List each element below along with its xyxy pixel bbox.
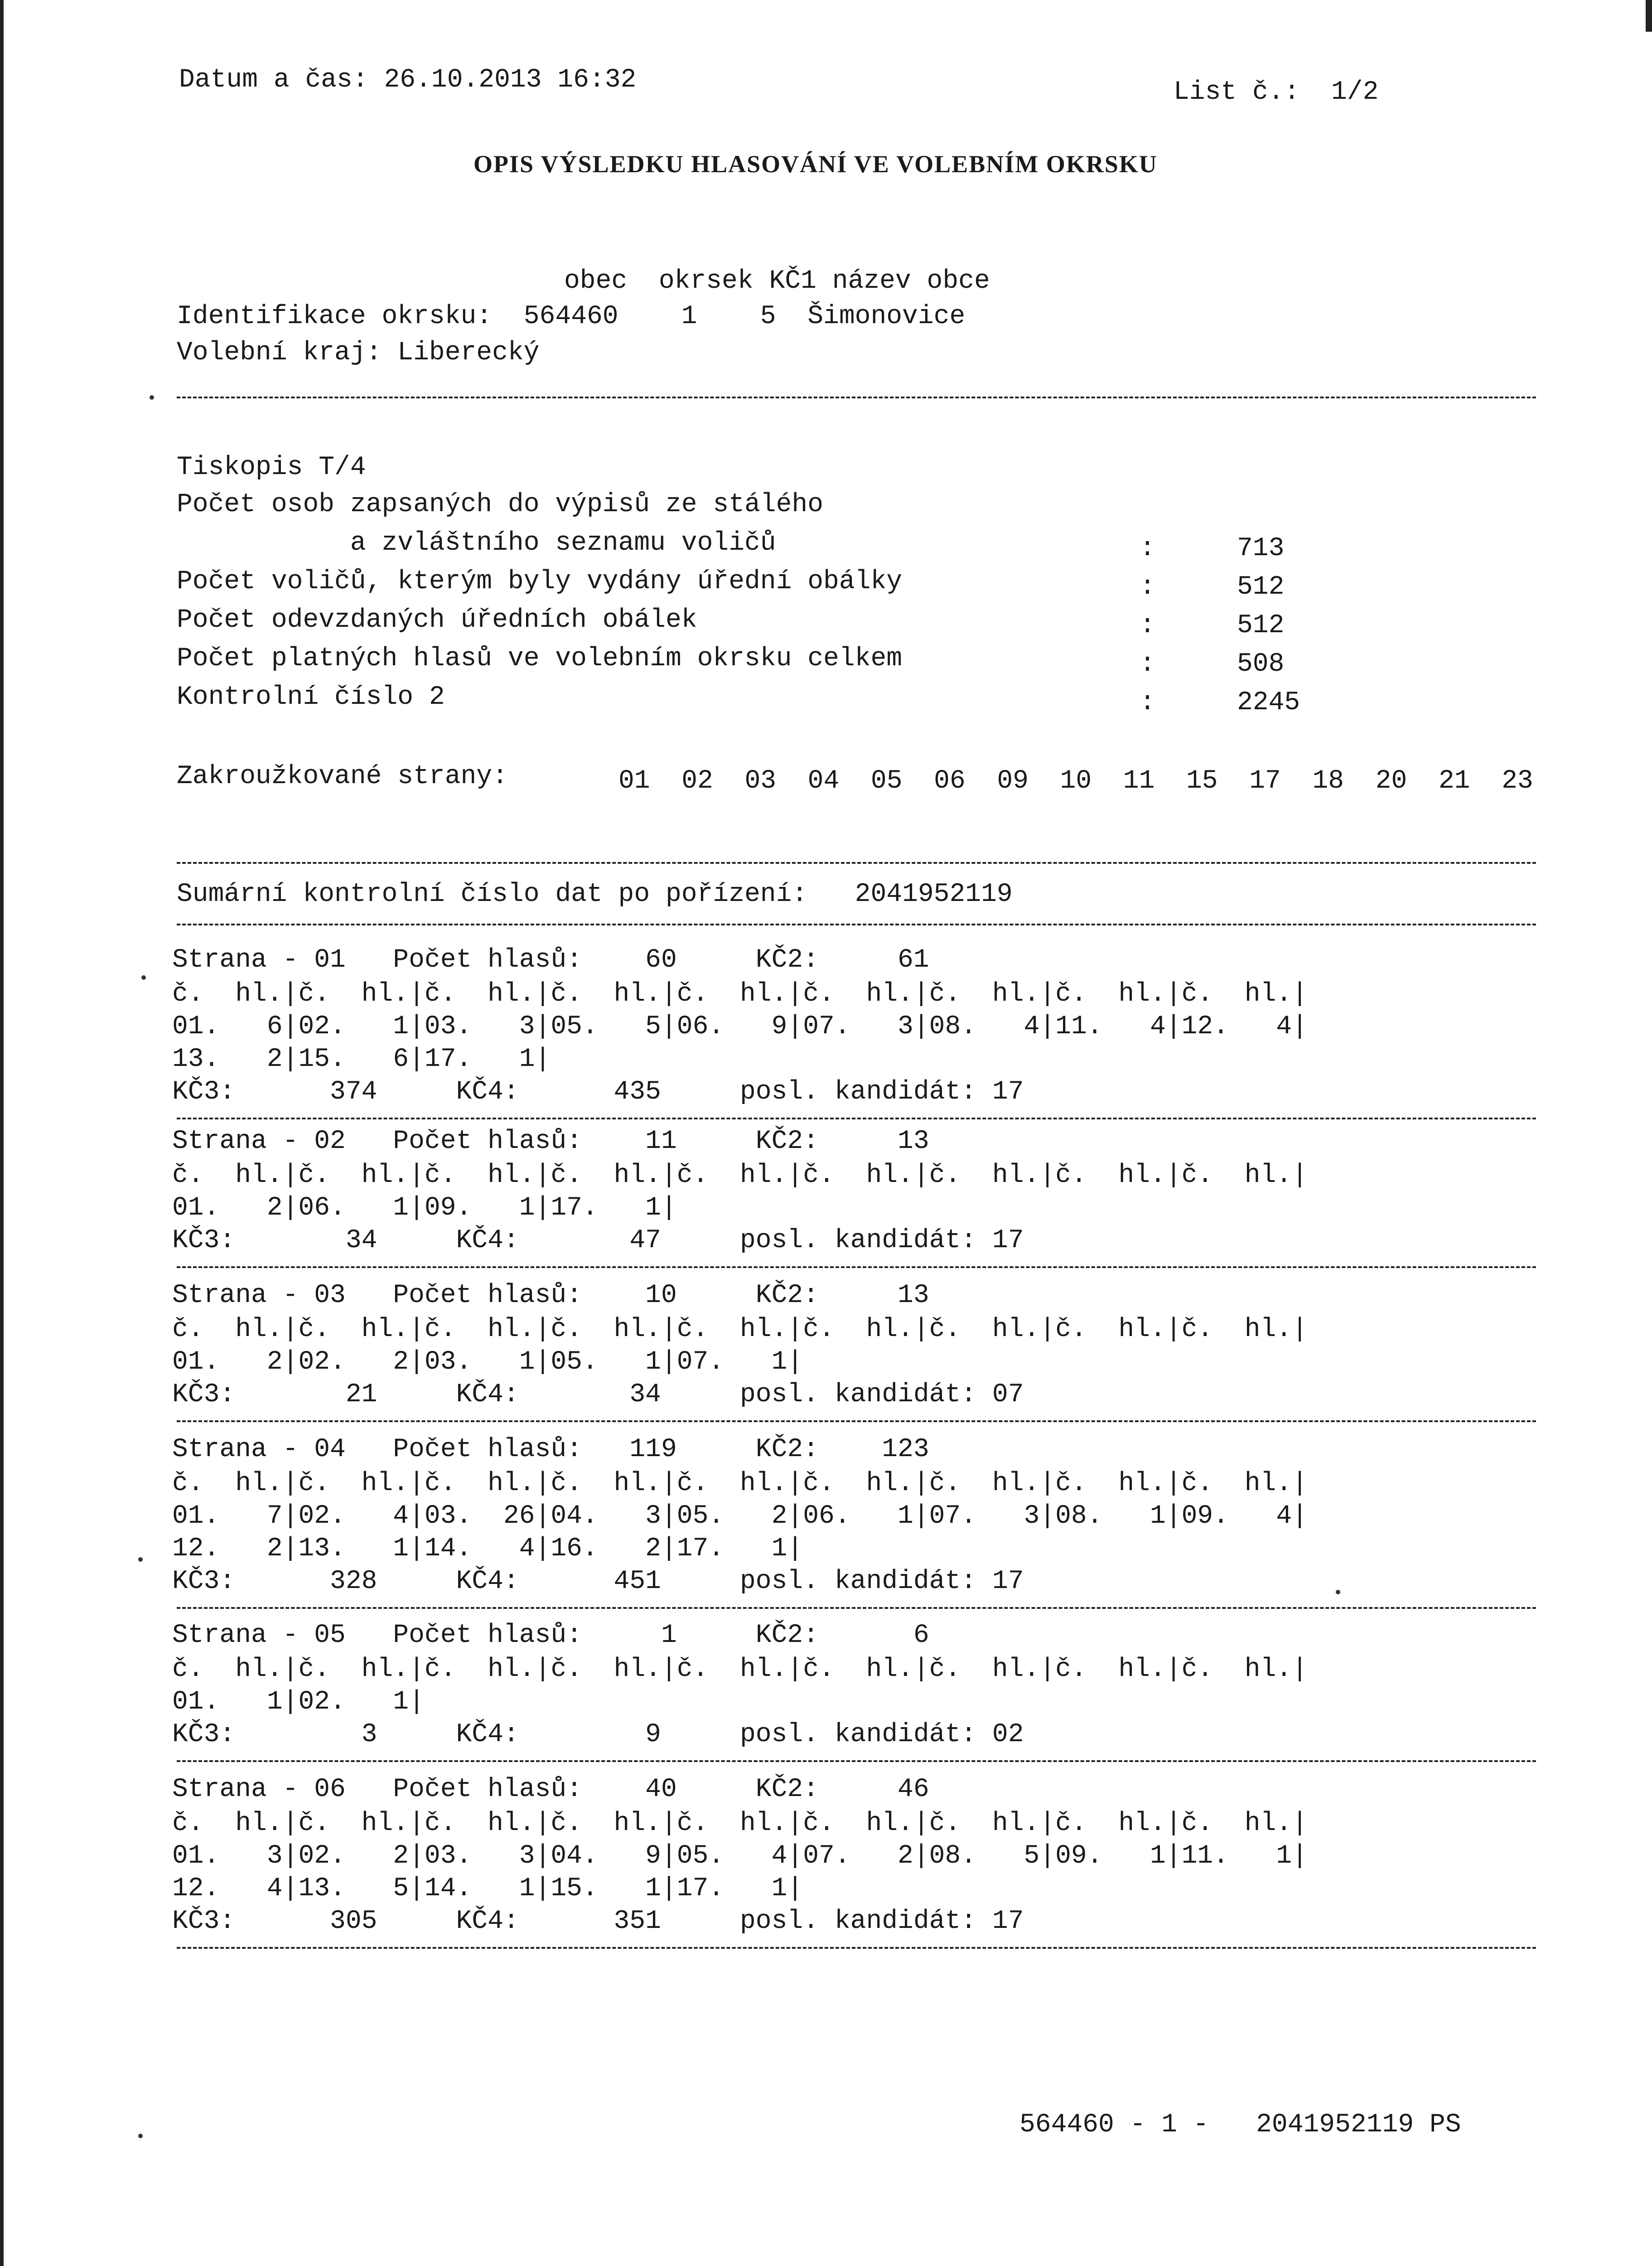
party-header: Strana - 01 Počet hlasů: 60 KČ2: 61 bbox=[172, 945, 929, 975]
scan-speck bbox=[138, 1557, 143, 1562]
party-column-header: č. hl.|č. hl.|č. hl.|č. hl.|č. hl.|č. hl.|č. hl.|č. hl.|č. hl.| bbox=[172, 1161, 1308, 1190]
footer-code: 564460 - 1 - 2041952119 PS bbox=[1019, 2110, 1461, 2140]
party-header: Strana - 02 Počet hlasů: 11 KČ2: 13 bbox=[172, 1127, 929, 1156]
voting-region: Volební kraj: Liberecký bbox=[177, 338, 540, 368]
party-candidate-row: 01. 1|02. 1| bbox=[172, 1687, 425, 1717]
document-title: OPIS VÝSLEDKU HLASOVÁNÍ VE VOLEBNÍM OKRSKU bbox=[473, 150, 1158, 178]
party-footer: KČ3: 21 KČ4: 34 posl. kandidát: 07 bbox=[172, 1380, 1024, 1409]
party-header: Strana - 06 Počet hlasů: 40 KČ2: 46 bbox=[172, 1775, 929, 1804]
form-row-label: Počet voličů, kterým byly vydány úřední obálky bbox=[177, 567, 903, 596]
scan-speck bbox=[150, 395, 154, 400]
scan-corner bbox=[1646, 0, 1652, 32]
divider bbox=[177, 924, 1536, 925]
divider bbox=[177, 1607, 1536, 1609]
circled-parties-label: Zakroužkované strany: bbox=[177, 762, 508, 791]
identification-row: Identifikace okrsku: 564460 1 5 Šimonovice bbox=[177, 302, 966, 331]
sheet-number: List č.: 1/2 bbox=[1174, 77, 1379, 107]
form-row-label: Počet platných hlasů ve volebním okrsku celkem bbox=[177, 644, 903, 673]
party-footer: KČ3: 305 KČ4: 351 posl. kandidát: 17 bbox=[172, 1907, 1024, 1936]
form-row-separator: : bbox=[1140, 534, 1155, 563]
divider bbox=[177, 397, 1536, 398]
form-row-separator: : bbox=[1140, 649, 1155, 679]
party-candidate-row: 01. 7|02. 4|03. 26|04. 3|05. 2|06. 1|07. 3|08. 1|09. 4| bbox=[172, 1501, 1308, 1531]
party-candidate-row: 12. 2|13. 1|14. 4|16. 2|17. 1| bbox=[172, 1534, 803, 1564]
form-name: Tiskopis T/4 bbox=[177, 453, 366, 482]
form-row-label: Kontrolní číslo 2 bbox=[177, 683, 445, 712]
divider bbox=[177, 1266, 1536, 1268]
circled-parties-list: 01 02 03 04 05 06 09 10 11 15 17 18 20 21 23 bbox=[618, 766, 1533, 796]
form-row-value: 713 bbox=[1237, 534, 1285, 563]
form-row-label: Počet osob zapsaných do výpisů ze stálého bbox=[177, 490, 824, 519]
party-candidate-row: 01. 3|02. 2|03. 3|04. 9|05. 4|07. 2|08. 5|09. 1|11. 1| bbox=[172, 1841, 1308, 1871]
divider bbox=[177, 862, 1536, 864]
form-row-value: 508 bbox=[1237, 649, 1285, 679]
party-column-header: č. hl.|č. hl.|č. hl.|č. hl.|č. hl.|č. hl.|č. hl.|č. hl.|č. hl.| bbox=[172, 1315, 1308, 1344]
form-row-value: 512 bbox=[1237, 572, 1285, 602]
identification-col-headers: obec okrsek KČ1 název obce bbox=[564, 266, 990, 296]
datetime: Datum a čas: 26.10.2013 16:32 bbox=[179, 65, 637, 95]
form-row-separator: : bbox=[1140, 688, 1155, 717]
party-header: Strana - 04 Počet hlasů: 119 KČ2: 123 bbox=[172, 1435, 929, 1464]
divider bbox=[177, 1420, 1536, 1422]
form-row-value: 2245 bbox=[1237, 688, 1300, 717]
scan-edge bbox=[0, 0, 4, 2266]
party-footer: KČ3: 3 KČ4: 9 posl. kandidát: 02 bbox=[172, 1720, 1024, 1749]
party-candidate-row: 01. 2|06. 1|09. 1|17. 1| bbox=[172, 1193, 677, 1223]
divider bbox=[177, 1118, 1536, 1119]
party-footer: KČ3: 34 KČ4: 47 posl. kandidát: 17 bbox=[172, 1226, 1024, 1255]
form-row-value: 512 bbox=[1237, 611, 1285, 640]
form-row-label: a zvláštního seznamu voličů bbox=[177, 528, 776, 558]
party-header: Strana - 03 Počet hlasů: 10 KČ2: 13 bbox=[172, 1281, 929, 1310]
party-column-header: č. hl.|č. hl.|č. hl.|č. hl.|č. hl.|č. hl.|č. hl.|č. hl.|č. hl.| bbox=[172, 979, 1308, 1009]
form-row-label: Počet odevzdaných úředních obálek bbox=[177, 605, 697, 635]
divider bbox=[177, 1760, 1536, 1762]
party-candidate-row: 13. 2|15. 6|17. 1| bbox=[172, 1045, 551, 1074]
form-row-separator: : bbox=[1140, 611, 1155, 640]
form-row-separator: : bbox=[1140, 572, 1155, 602]
party-footer: KČ3: 328 KČ4: 451 posl. kandidát: 17 bbox=[172, 1567, 1024, 1596]
summary-checksum: Sumární kontrolní číslo dat po pořízení: 2041952119 bbox=[177, 880, 1013, 909]
party-column-header: č. hl.|č. hl.|č. hl.|č. hl.|č. hl.|č. hl.|č. hl.|č. hl.|č. hl.| bbox=[172, 1469, 1308, 1498]
party-candidate-row: 01. 2|02. 2|03. 1|05. 1|07. 1| bbox=[172, 1347, 803, 1377]
party-column-header: č. hl.|č. hl.|č. hl.|č. hl.|č. hl.|č. hl.|č. hl.|č. hl.|č. hl.| bbox=[172, 1809, 1308, 1838]
party-candidate-row: 12. 4|13. 5|14. 1|15. 1|17. 1| bbox=[172, 1874, 803, 1903]
scan-speck bbox=[138, 2134, 143, 2138]
party-column-header: č. hl.|č. hl.|č. hl.|č. hl.|č. hl.|č. hl.|č. hl.|č. hl.|č. hl.| bbox=[172, 1655, 1308, 1684]
party-header: Strana - 05 Počet hlasů: 1 KČ2: 6 bbox=[172, 1621, 929, 1650]
party-candidate-row: 01. 6|02. 1|03. 3|05. 5|06. 9|07. 3|08. 4|11. 4|12. 4| bbox=[172, 1012, 1308, 1041]
scan-speck bbox=[1336, 1590, 1340, 1594]
divider bbox=[177, 1947, 1536, 1949]
scan-speck bbox=[141, 975, 146, 980]
party-footer: KČ3: 374 KČ4: 435 posl. kandidát: 17 bbox=[172, 1077, 1024, 1107]
